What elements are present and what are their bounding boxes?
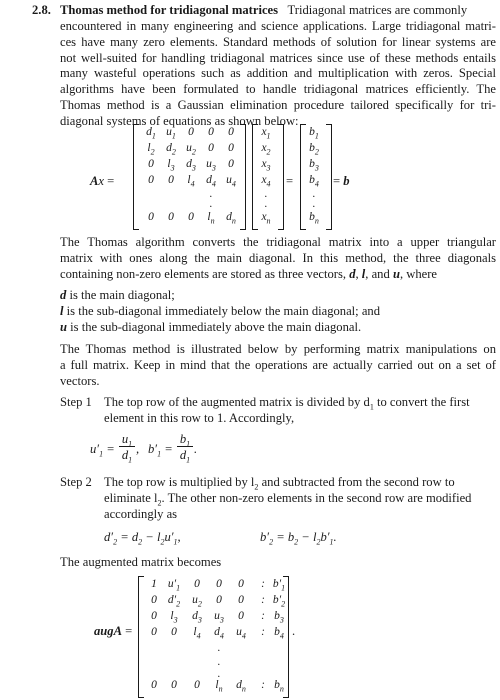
para2-line: containing non-zero elements are stored as three vectors, d, l, and u, where [60, 266, 438, 281]
aug-cell: : [261, 610, 265, 622]
matrix-a-cell: 0 [228, 142, 234, 154]
aug-cell: $u_2$ [192, 594, 202, 609]
para3-line: vectors. [60, 373, 100, 388]
matrix-a-cell: $l_2$ [147, 142, 155, 157]
step1-line2: element in this row to 1. Accordingly, [104, 411, 295, 425]
matrix-a-cell: $u_4$ [226, 174, 236, 189]
aug-label: augA = [94, 624, 133, 638]
aug-cell: $b_4$ [274, 626, 284, 641]
aug-cell: 0 [194, 679, 200, 691]
aug-cell: $d_n$ [236, 679, 246, 694]
aug-cell: 0 [151, 594, 157, 606]
aug-cell: $l_3$ [170, 610, 178, 625]
vector-b-right-bracket [326, 124, 332, 230]
matrix-a-cell: $d_4$ [206, 174, 216, 189]
vector-x-cell: $x_3$ [261, 158, 271, 173]
matrix-a-dot: . [209, 188, 213, 200]
para3-line: The Thomas method is illustrated below by performing matrix manipulations on [60, 342, 496, 356]
aug-cell: 0 [151, 679, 157, 691]
vector-x-cell: $x_2$ [261, 142, 271, 157]
intro-line: ces have many zero elements. Standard methods of solution for linear systems are [60, 34, 496, 49]
aug-cell: : [261, 578, 265, 590]
matrix-a-cell: 0 [188, 211, 194, 223]
vector-b-cell: $b_2$ [309, 142, 319, 157]
vector-x-dot: . [264, 198, 268, 210]
aug-cell: $b_n$ [274, 679, 284, 694]
aug-cell: $l_4$ [193, 626, 201, 641]
step2-formula: $d'_2 = d_2 - l_2u'_1$, [104, 530, 181, 547]
step1-label: Step 1 [60, 395, 92, 409]
intro-first-line: Tridiagonal matrices are commonly [287, 3, 468, 17]
section-number: 2.8. [32, 3, 51, 17]
intro-line: many wasteful operations such as addition and multiplication with zeros. Special [60, 66, 496, 81]
para3-line: a full matrix. Keep in mind that the operations are actually carried out on a set of [60, 357, 496, 372]
matrix-a-cell: $l_4$ [187, 174, 195, 189]
matrix-a-cell: 0 [168, 174, 174, 186]
matrix-a-cell: 0 [228, 158, 234, 170]
vector-x-cell: $x_1$ [261, 126, 271, 141]
intro-line: not well-suited for handling tridiagonal matrices since use of these methods entails [60, 50, 496, 65]
matrix-a-cell: 0 [208, 126, 214, 138]
vector-x-cell: $x_4$ [261, 174, 271, 189]
aug-cell: 0 [151, 626, 157, 638]
matrix-a-cell: $u_3$ [206, 158, 216, 173]
step2-formula-b: $b'_2 = b_2 - l_2b'_1$. [260, 530, 337, 547]
matrix-a-cell: 0 [228, 126, 234, 138]
step2-label: Step 2 [60, 475, 92, 489]
aug-intro: The augmented matrix becomes [60, 555, 222, 569]
aug-cell: : [261, 594, 265, 606]
matrix-a-cell: $d_n$ [226, 211, 236, 226]
matrix-a-cell: $l_3$ [167, 158, 175, 173]
aug-cell: 0 [238, 610, 244, 622]
aug-cell: 0 [194, 578, 200, 590]
matrix-a-cell: $u_1$ [166, 126, 176, 141]
step1-line1: The top row of the augmented matrix is divided by $d_1$ to convert the first [104, 395, 470, 412]
matrix-a-left-bracket [133, 124, 139, 230]
intro-line: algorithms have been formulated to handle tridiagonal matrices efficiently. The [60, 82, 496, 97]
para2-line: matrix with ones along the main diagonal. In this method, the three diagonals [60, 250, 496, 265]
matrix-a-cell: $d_3$ [186, 158, 196, 173]
vector-b-cell: $b_4$ [309, 174, 319, 189]
matrix-a-cell: $l_n$ [207, 211, 215, 226]
aug-cell: $u_3$ [214, 610, 224, 625]
document-page: 2.8. Thomas method for tridiagonal matrices Tridiagonal matrices are commonly encountered in many engineering and science applications. Large tridiagonal matri- ces have many zero elements. Standard methods of solution for linear systems are not well-suited for handling tridiagonal matrices since use of these methods entails many wasteful operations such as addition and multiplication with zeros. Special algorithms have been formulated to handle tridiagonal matrices efficiently. The Thomas method is a Gaussian elimination procedure tailored specifically for tri- diagonal systems of equations as shown below: Ax = $d_1$ $u_1$ 0 0 0 $l_2$ $d_2$ $u_2$ 0 0 0 $l_3$ $d_3$ $u_3$ 0 0 0 $l_4$ $d_4$ $u_4$ . . 0 0 0 $l_n$ $d_n$ $x_1$ $x_2$ $x_3$ $x_4$ . . $x_n$ = $b_1$ $b_2$ $b_3$ $b_4$ . . $b_n$ = b The Thomas algorithm converts the tridiagonal matrix into a upper triangular matrix with ones along the main diagonal. In this method, the three diagonals containing non-zero elements are stored as three vectors, d, l, and u, where d is the main diagonal; l is the sub-diagonal immediately below the main diagonal; and u is the sub-diagonal immediately above the main diagonal. The Thomas method is illustrated below by performing matrix manipulations on a full matrix. Keep in mind that the operations are actually carried out on a set of vectors. Step 1 The top row of the augmented matrix is divided by $d_1$ to convert the first element in this row to 1. Accordingly, $u'_1$ = $u_1$ $d_1$ , $b'_1$ = $b_1$ $d_1$ . Step 2 The top row is multiplied by $l_2$ and subtracted from the second row to eliminate $l_2$. The other non-zero elements in the second row are modified accordingly as $d'_2 = d_2 - l_2u'_1$, $b'_2 = b_2 - l_2b'_1$. The augmented matrix becomes augA = 1 $u'_1$ 0 0 0 : $b'_1$ 0 $d'_2$ $u_2$ 0 0 : $b'_2$ 0 $l_3$ $d_3$ $u_3$ 0 : $b_3$ 0 0 $l_4$ $d_4$ $u_4$ : $b_4$ . . . 0 0 0 $l_n$ $d_n$ : $b_n$ . [0, 0, 500, 700]
aug-dot: . [217, 668, 221, 680]
eq1-rhs: = b [333, 174, 350, 188]
aug-cell: $b'_2$ [272, 594, 286, 609]
aug-cell: 1 [151, 578, 157, 590]
vector-x-right-bracket [278, 124, 284, 230]
definition-l: l is the sub-diagonal immediately below the main diagonal; and [60, 303, 381, 318]
aug-cell: 0 [216, 578, 222, 590]
matrix-a-cell: $u_2$ [186, 142, 196, 157]
section-intro [60, 3, 496, 19]
matrix-a-cell: 0 [188, 126, 194, 138]
definition-d: d is the main diagonal; [60, 288, 175, 302]
section-title: Thomas method for tridiagonal matrices [60, 3, 279, 17]
vector-x-cell: $x_n$ [261, 211, 271, 226]
aug-cell: : [261, 679, 265, 691]
eq1-lhs: Ax = [90, 174, 115, 188]
definition-u: u is the sub-diagonal immediately above the main diagonal. [60, 319, 362, 334]
matrix-a-dot: . [209, 198, 213, 210]
aug-cell: 0 [238, 578, 244, 590]
step2-line3: accordingly as [104, 507, 178, 521]
aug-cell: $d_4$ [214, 626, 224, 641]
aug-cell: $d'_2$ [167, 594, 181, 609]
matrix-a-cell: 0 [208, 142, 214, 154]
vector-b-cell: $b_n$ [309, 211, 319, 226]
vector-b-cell: $b_3$ [309, 158, 319, 173]
vector-x-dot: . [264, 188, 268, 200]
para2-line: The Thomas algorithm converts the tridiagonal matrix into a upper triangular [60, 235, 496, 249]
aug-cell: 0 [216, 594, 222, 606]
aug-cell: 0 [171, 679, 177, 691]
intro-line: Thomas method is a Gaussian elimination procedure tailored specifically for tri- [60, 98, 496, 112]
vector-b-dot: . [312, 188, 316, 200]
aug-dot: . [217, 656, 221, 668]
aug-cell: $d_3$ [192, 610, 202, 625]
matrix-a-cell: 0 [148, 158, 154, 170]
vector-b-dot: . [312, 198, 316, 210]
intro-line: encountered in many engineering and science applications. Large tridiagonal matri- [60, 19, 496, 33]
matrix-a-cell: 0 [148, 174, 154, 186]
matrix-a-cell: 0 [148, 211, 154, 223]
eq1-equals: = [286, 174, 294, 188]
matrix-a-cell: $d_2$ [166, 142, 176, 157]
aug-dot: . [217, 642, 221, 654]
aug-cell: $l_n$ [215, 679, 223, 694]
aug-period: . [292, 624, 296, 638]
step2-line2: eliminate $l_2$. The other non-zero elements in the second row are modified [104, 491, 472, 508]
aug-cell: 0 [238, 594, 244, 606]
aug-cell: $b'_1$ [272, 578, 286, 593]
aug-cell: $b_3$ [274, 610, 284, 625]
matrix-a-cell: 0 [168, 211, 174, 223]
aug-cell: 0 [171, 626, 177, 638]
step2-line1: The top row is multiplied by $l_2$ and subtracted from the second row to [104, 475, 455, 492]
aug-cell: $u_4$ [236, 626, 246, 641]
vector-b-cell: $b_1$ [309, 126, 319, 141]
intro-line: diagonal systems of equations as shown below: [60, 113, 299, 128]
aug-cell: $u'_1$ [167, 578, 181, 593]
aug-cell: : [261, 626, 265, 638]
matrix-a-cell: $d_1$ [146, 126, 156, 141]
aug-cell: 0 [151, 610, 157, 622]
